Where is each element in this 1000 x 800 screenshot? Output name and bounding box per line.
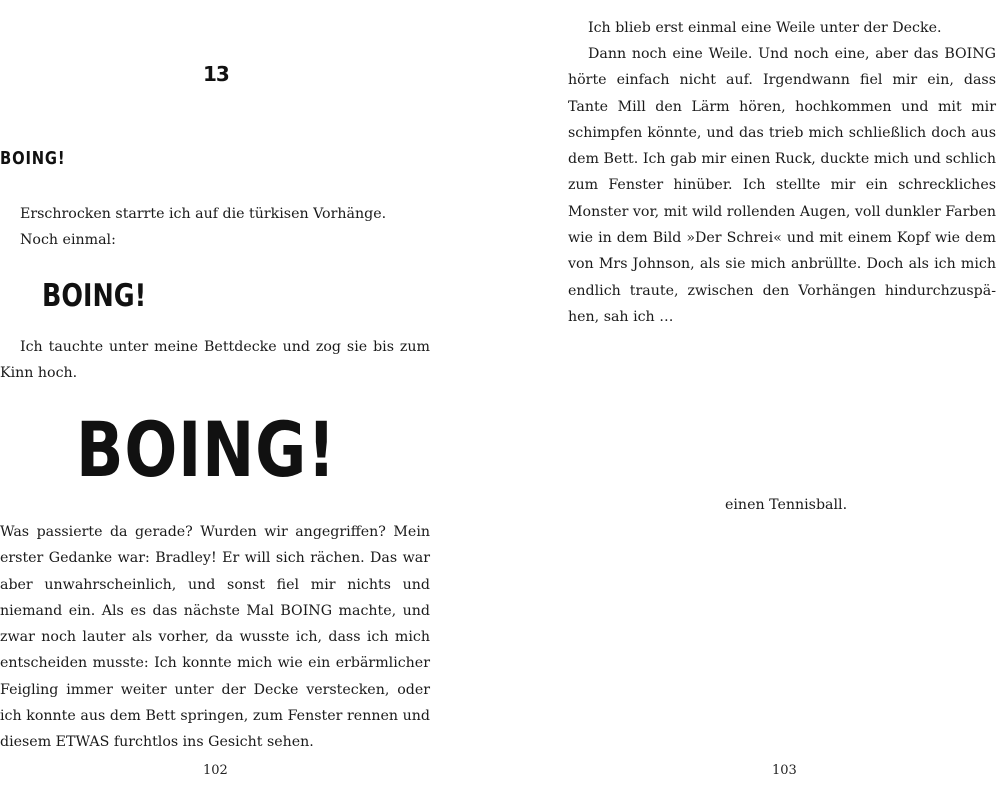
- paragraph-2: Noch einmal:: [20, 232, 116, 248]
- left-page: [0, 0, 440, 800]
- paragraph-3: Ich tauchte unter meine Bettdecke und zog sie bis zum Kinn hoch.: [0, 339, 430, 382]
- paragraph-3: einen Tennisball.: [725, 497, 848, 513]
- page-number-right: 103: [772, 763, 797, 778]
- paragraph-4: Was passierte da gerade? Wurden wir angegriffen? Mein erster Gedanke war: Bradley! Er will sich rächen. Das war aber unwahrscheinlich, und sonst fiel mir nichts und niemand ein. Als es das nächste Mal BOING machte, und zwar noch lauter als vorher, da wusste ich, dass ich mich entscheiden musste: Ich konnte mich wie ein erbärmlicher Feigling immer weiter unter der Decke verstecken, oder ich konnte aus dem Bett springen, zum Fenster rennen und diesem ETWAS furchtlos ins Gesicht sehen.: [0, 524, 430, 751]
- boing-medium: BOING!: [42, 278, 147, 314]
- paragraph-1: Erschrocken starrte ich auf die türkisen Vorhänge.: [20, 206, 387, 222]
- boing-large: BOING!: [76, 405, 337, 494]
- paragraph-1: Ich blieb erst einmal eine Weile unter der Decke.: [588, 20, 942, 36]
- chapter-number: 13: [203, 62, 229, 86]
- right-page: [568, 0, 998, 800]
- boing-small: BOING!: [0, 148, 66, 169]
- page-number-left: 102: [203, 763, 228, 778]
- paragraph-2: Dann noch eine Weile. Und noch eine, aber das BOING hörte einfach nicht auf. Irgendwann fiel mir ein, dass Tante Mill den Lärm hören, hochkommen und mit mir schimpfen könnte, und das trieb mich schließlich doch aus dem Bett. Ich gab mir einen Ruck, duckte mich und schlich zum Fenster hinüber. Ich stellte mir ein schreckliches Monster vor, mit wild rollenden Augen, voll dunkler Farben wie in dem Bild »Der Schrei« und mit einem Kopf wie dem von Mrs Johnson, als sie mich anbrüllte. Doch als ich mich endlich traute, zwischen den Vorhängen hindurchzuspähen, sah ich …: [568, 46, 996, 325]
